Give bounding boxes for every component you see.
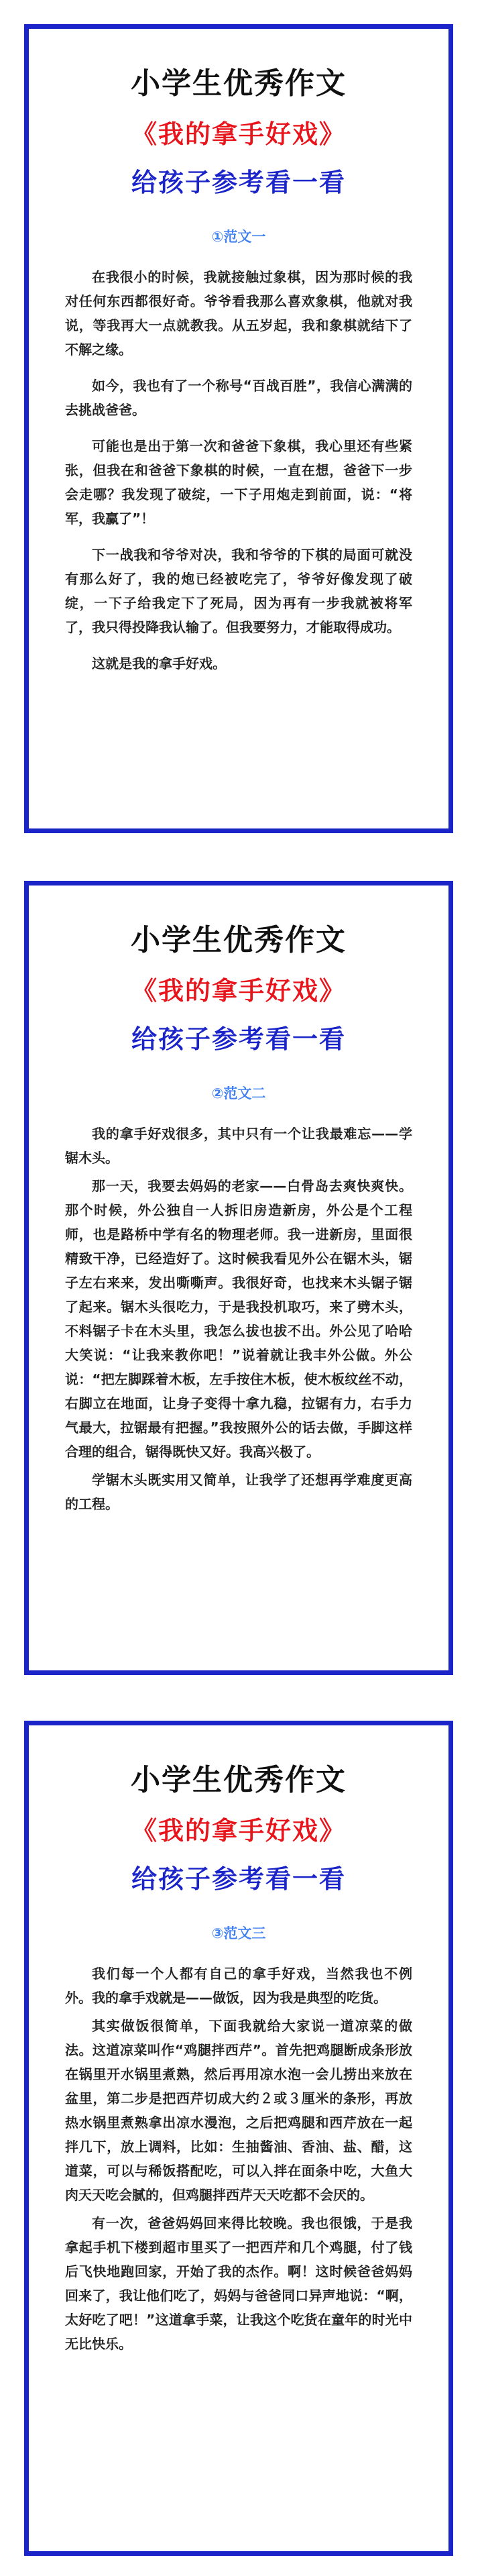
tagline: 给孩子参考看一看 xyxy=(131,168,346,197)
paragraph: 在我很小的时候，我就接触过象棋，因为那时候的我对任何东西都很好奇。爷爷看我那么喜欢象棋，他就对我说，等我再大一点就教我。从五岁起，我和象棋就结下了不解之缘。 xyxy=(65,269,412,358)
paragraph: 我们每一个人都有自己的拿手好戏，当然我也不例外。我的拿手戏就是——做饭，因为我是典型的吃货。 xyxy=(65,1966,412,2006)
paragraph: 可能也是出于第一次和爸爸下象棋，我心里还有些紧张，但我在和爸爸下象棋的时候，一直在想，爸爸下一步会走哪？我发现了破绽，一下子用炮走到前面，说：“将军，我赢了”！ xyxy=(65,438,412,527)
essay-card-3 xyxy=(24,1721,453,2556)
essay-topic: 《我的拿手好戏》 xyxy=(131,1816,346,1845)
tagline: 给孩子参考看一看 xyxy=(131,1864,346,1894)
paragraph: 这就是我的拿手好戏。 xyxy=(92,655,226,672)
card-title: 小学生优秀作文 xyxy=(131,923,347,957)
card-title: 小学生优秀作文 xyxy=(131,66,347,101)
paragraph: 如今，我也有了一个称号“百战百胜”，我信心满满的去挑战爸爸。 xyxy=(65,378,412,418)
essay-body xyxy=(29,1122,448,1516)
essay-body xyxy=(29,1962,448,2356)
paragraph: 我的拿手好戏很多，其中只有一个让我最难忘——学锯木头。 xyxy=(65,1126,412,1166)
paragraph: 有一次，爸爸妈妈回来得比较晚。我也很饿，于是我拿起手机下楼到超市里买了一把西芹和几个鸡腿，付了钱后飞快地跑回家，开始了我的杰作。啊！这时候爸爸妈妈回来了，我让他们吃了，妈妈与爸爸同口异声地说：“啊，太好吃了吧！”这道拿手菜，让我这个吃货在童年的时光中无比快乐。 xyxy=(65,2215,412,2352)
sample-label: ③范文三 xyxy=(211,1925,266,1941)
sample-label: ②范文二 xyxy=(211,1085,266,1102)
essay-topic: 《我的拿手好戏》 xyxy=(131,976,346,1006)
essay-topic: 《我的拿手好戏》 xyxy=(131,119,346,149)
paragraph: 下一战我和爷爷对决，我和爷爷的下棋的局面可就没有那么好了，我的炮已经被吃完了，爷爷好像发现了破绽，一下子给我定下了死局，因为再有一步我就被将军了，我只得投降我认输了。但我要努力，才能取得成功。 xyxy=(65,547,412,635)
paragraph: 那一天，我要去妈妈的老家——白骨岛去爽快爽快。那个时候，外公独自一人拆旧房造新房，外公是个工程师，也是路桥中学有名的物理老师。我一进新房，里面很精致干净，已经造好了。这时候我看见外公在锯木头，锯子左右来来，发出嘶嘶声。我很好奇，也找来木头锯子锯了起来。锯木头很吃力，于是我投机取巧，来了劈木头，不料锯子卡在木头里，我怎么拔也拔不出。外公见了哈哈大笑说：“让我来教你吧！”说着就让我丰外公做。外公说：“把左脚踩着木板，左手按住木板，使木板纹丝不动，右脚立在地面，让身子变得十拿九稳，拉锯有力，右手力气最大，拉锯最有把握。”我按照外公的话去做，手脚这样合理的组合，锯得既快又好。我高兴极了。 xyxy=(65,1178,412,1460)
sample-label: ①范文一 xyxy=(211,229,266,245)
essay-card-1 xyxy=(24,24,453,833)
card-title: 小学生优秀作文 xyxy=(131,1763,347,1797)
essay-body xyxy=(29,265,448,676)
tagline: 给孩子参考看一看 xyxy=(131,1024,346,1054)
paragraph: 其实做饭很简单，下面我就给大家说一道凉菜的做法。这道凉菜叫作“鸡腿拌西芹”。首先把鸡腿断成条形放在锅里开水锅里煮熟，然后再用凉水泡一会儿捞出来放在盆里，第二步是把西芹切成大约２或３厘米的条形，再放热水锅里煮熟拿出凉水漫泡，之后把鸡腿和西芹放在一起拌几下，放上调料，比如：生抽酱油、香油、盐、醋，这道菜，可以与稀饭搭配吃，可以入拌在面条中吃，大鱼大肉天天吃会腻的，但鸡腿拌西芹天天吃都不会厌的。 xyxy=(65,2018,412,2203)
paragraph: 学锯木头既实用又简单，让我学了还想再学难度更高的工程。 xyxy=(65,1472,412,1512)
essay-card-2 xyxy=(24,881,453,1675)
